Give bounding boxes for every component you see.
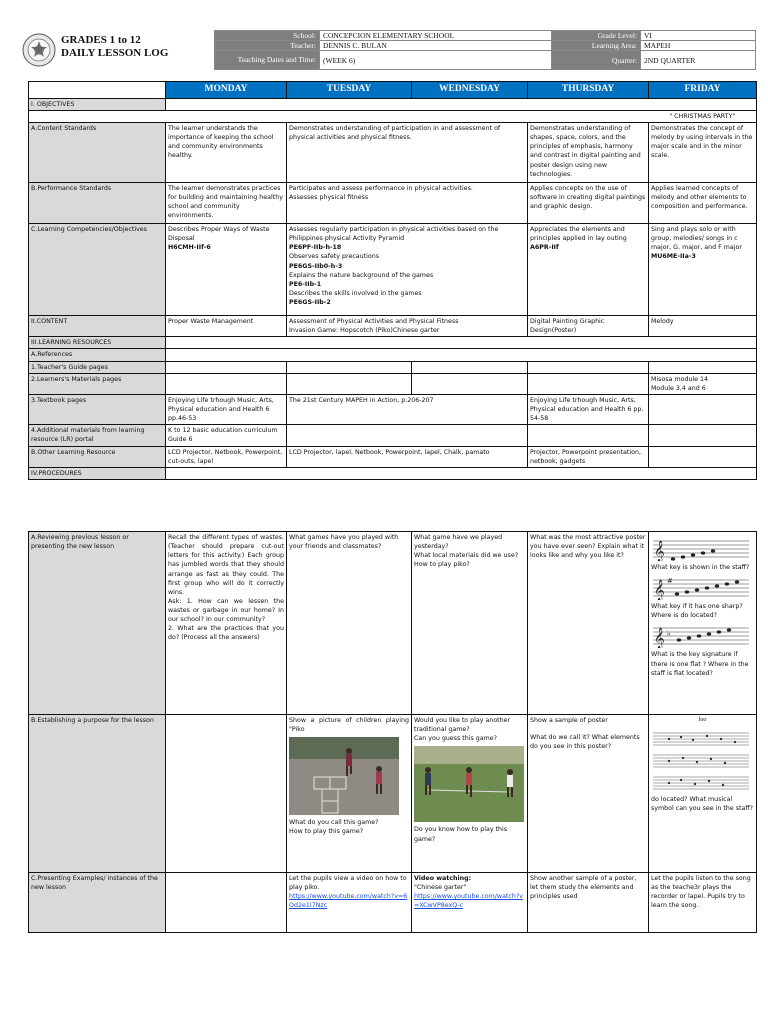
content-tw-2: Invasion Game: Hopscotch (Piko)Chinese garter (289, 327, 440, 335)
presenting-wed-head: Video watching: (414, 875, 472, 882)
reviewing-mon (166, 532, 287, 715)
reviewing-mon-text: Recall the different types of wastes. (Teacher should prepare cut-out letters for this activity.) Each group has jumbled words that they should arrange as fast as they could. The first group who will do it correctly wins. (168, 534, 284, 596)
competency-tw-3-code: PE6-IIb-1 (289, 280, 322, 288)
christmas-party-note: " CHRISTMAS PARTY" (649, 110, 757, 122)
textbook-thu: Enjoying Life trhough Music, Arts, Physical education and Health 6 pp. 54-58 (528, 394, 649, 424)
purpose-wed-1: Would you like to play another traditional game? (414, 717, 511, 734)
textbook-mon: Enjoying Life trhough Music, Arts, Physical education and Health 6 pp.46-53 (166, 394, 287, 424)
svg-text:𝄞: 𝄞 (654, 580, 665, 601)
content-standards-mon: The learner understands the importance of keeping the school and community environments healthy. (166, 123, 287, 183)
reviewing-fri-2: What key if it has one sharp? Where is do located? (651, 603, 743, 620)
purpose-tue-1: Show a picture of children playing "Piko (289, 717, 409, 734)
purpose-wed-3: Do you know how to play this game? (414, 826, 508, 843)
reviewing-fri-3: What is the key signature if there is one flat ? Where in the staff is flat located? (651, 651, 749, 677)
content-tue-wed (287, 316, 528, 337)
textbook-label: 3.Textbook pages (29, 394, 166, 424)
performance-standards-thu: Applies concepts on the use of software in creating digital paintings and graphic design. (528, 183, 649, 224)
content-mon: Proper Waste Management (166, 316, 287, 337)
teachers-guide-label: 1.Teacher's Guide pages (29, 361, 166, 373)
day-header-monday: MONDAY (166, 82, 287, 99)
content-tw-1: Assessment of Physical Activities and Physical Fitness (289, 318, 459, 326)
competencies-label: C.Learning Competencies/Objectives (29, 224, 166, 316)
title-grades: GRADES 1 to 12 (61, 34, 141, 46)
performance-standards-fri: Applies learned concepts of melody and other elements to composition and performance. (649, 183, 757, 224)
purpose-tue (287, 715, 412, 873)
school-value: CONCEPCION ELEMENTARY SCHOOL (320, 31, 552, 41)
reviewing-mon-ask: Ask: 1. How can we lessen the wastes or garbage in our home? In our school? In our community? (168, 597, 284, 624)
competency-fri-text: Sing and plays solo or with group, melodies/ songs in c major, G. major, and F major (651, 226, 742, 252)
competencies-fri (649, 224, 757, 316)
additional-materials-label: 4.Additional materials from learning resource (LR) portal (29, 425, 166, 446)
purpose-wed-2: Can you guess this game? (414, 735, 497, 743)
svg-text:#: # (667, 577, 673, 586)
lesson-log-table-top (28, 81, 757, 480)
chinese-garter-photo-image (414, 746, 524, 822)
day-header-wednesday: WEDNESDAY (412, 82, 528, 99)
music-staff-f-major-icon (651, 622, 751, 648)
competencies-tue-wed (287, 224, 528, 316)
reviewing-tue: What games have you played with your friends and classmates? (287, 532, 412, 715)
objectives-blank (166, 98, 757, 110)
day-corner (29, 82, 166, 99)
presenting-tue (287, 873, 412, 933)
content-fri: Melody (649, 316, 757, 337)
additional-materials-mon: K to 12 basic education curriculum Guide 6 (166, 425, 287, 446)
purpose-tue-3: How to play this game? (289, 828, 364, 836)
content-standards-tue-wed: Demonstrates understanding of participation in and assessment of physical activities and physical fitness. (287, 123, 528, 183)
deped-seal-icon (22, 33, 56, 67)
dates-label: Teaching Dates and Time: (215, 51, 320, 70)
purpose-thu (528, 715, 649, 873)
reviewing-wed-2: What local materials did we use? (414, 552, 519, 560)
other-resource-mon: LCD Projector, Netbook, Powerpoint, cut-outs, lapel (166, 446, 287, 467)
competency-mon-text: Describes Proper Ways of Waste Disposal (168, 226, 270, 243)
music-staff-c-major-icon (651, 535, 751, 561)
video-link-chinese-garter[interactable]: https://www.youtube.com/watch?v=XCwVP8exQ-c (414, 893, 523, 910)
learning-area-label: Learning Area: (552, 41, 641, 51)
presenting-wed-1: "Chinese garter" (414, 884, 467, 892)
svg-text:♭: ♭ (667, 629, 671, 639)
lesson-log-table-procedures (28, 531, 757, 933)
competency-fri-code: MU6ME-IIa-3 (651, 253, 696, 261)
purpose-label: B.Establishing a purpose for the lesson (29, 715, 166, 873)
header-info-table (214, 30, 756, 70)
teacher-value: DENNIS C. BULAN (320, 41, 552, 51)
piko-photo-image (289, 737, 399, 815)
purpose-thu-2: What do we call it? What elements do you see in this poster? (530, 734, 640, 751)
learning-area-value: MAPEH (641, 41, 756, 51)
presenting-label: C.Presenting Examples/ instances of the new lesson (29, 873, 166, 933)
reviewing-wed-3: How to play piko? (414, 561, 470, 569)
competencies-thu (528, 224, 649, 316)
learning-resources-heading: III.LEARNING RESOURCES (29, 337, 166, 349)
reviewing-wed (412, 532, 528, 715)
content-standards-label: A.Content Standards (29, 123, 166, 183)
objectives-heading: I. OBJECTIVES (29, 98, 166, 110)
day-header-tuesday: TUESDAY (287, 82, 412, 99)
reviewing-label: A.Reviewing previous lesson or presenting the new lesson (29, 532, 166, 715)
title-dll: DAILY LESSON LOG (61, 47, 169, 59)
competency-tw-2: Observes safety precautions (289, 253, 379, 261)
presenting-fri: Let the pupils listen to the song as the teache3r plays the recorder or lapel. Pupils try to learn the song. (649, 873, 757, 933)
purpose-thu-1: Show a sample of poster (530, 717, 608, 724)
song-title: loo (698, 717, 707, 723)
content-standards-thu: Demonstrates understanding of shapes, space, colors, and the principles of emphasis, harmony and contrast in digital painting and poster design using new technologies. (528, 123, 649, 183)
reviewing-wed-1: What game have we played yesterday? (414, 534, 503, 551)
reviewing-mon-ask2: 2. What are the practices that you do? (Process all the answers) (168, 625, 284, 642)
grade-level-value: VI (641, 31, 756, 41)
other-resource-label: B.Other Learning Resource (29, 446, 166, 467)
other-resource-thu: Projector, Powerpoint presentation, netbook, gadgets (528, 446, 649, 467)
learners-materials-label: 2.Learners's Materials pages (29, 373, 166, 394)
teacher-label: Teacher: (215, 41, 320, 51)
lm-fri-line-2: Module 3,4 and 6 (651, 384, 706, 392)
purpose-tue-2: What do you call this game? (289, 819, 379, 827)
reviewing-fri (649, 532, 757, 715)
svg-text:𝄞: 𝄞 (654, 541, 665, 561)
purpose-fri (649, 715, 757, 873)
content-thu: Digital Painting Graphic Design(Poster) (528, 316, 649, 337)
reviewing-thu: What was the most attractive poster you have ever seen? Explain what it looks like and why you like it? (528, 532, 649, 715)
quarter-value: 2ND QUARTER (641, 51, 756, 70)
video-link-piko[interactable]: https://www.youtube.com/watch?v=6Od2e1I7Nzc (289, 893, 408, 910)
music-staff-g-major-icon (651, 574, 751, 600)
competency-tw-4: Describes the skills involved in the games (289, 289, 422, 297)
quarter-label: Quarter: (552, 51, 641, 70)
performance-standards-label: B.Performance Standards (29, 183, 166, 224)
content-standards-fri: Demonstrates the concept of melody by using intervals in the major scale and in the minor scale. (649, 123, 757, 183)
svg-text:𝄞: 𝄞 (654, 628, 665, 649)
grade-level-label: Grade Level: (552, 31, 641, 41)
references-label: A.References (29, 349, 166, 361)
performance-standards-mon: The learner demonstrates practices for building and maintaining healthy school and community environments. (166, 183, 287, 224)
reviewing-fri-1: What key is shown in the staff? (651, 564, 750, 571)
day-header-thursday: THURSDAY (528, 82, 649, 99)
performance-standards-tw-1: Participates and assess performance in physical activities. (289, 185, 473, 193)
performance-standards-tw-2: Assesses physical fitness (289, 194, 369, 202)
other-resource-tue-wed: LCD Projector, lapel, Netbook, Powerpoint, lapel, Chalk, pamato (287, 446, 528, 467)
performance-standards-tue-wed (287, 183, 528, 224)
presenting-tue-1: Let the pupils view a video on how to play piko. (289, 875, 407, 892)
content-label: II.CONTENT (29, 316, 166, 337)
competency-tw-1-code: PE6PF-IIb-h-18 (289, 244, 342, 252)
lm-fri-line-1: Misosa module 14 (651, 375, 709, 383)
competency-tw-2-code: PE6GS-IIb0-h-3 (289, 262, 343, 270)
presenting-thu: Show another sample of a poster, let them study the elements and principles used (528, 873, 649, 933)
competency-mon-code: H6CMH-IIf-6 (168, 244, 211, 252)
purpose-fri-1: do located? What musical symbol can you see in the staff? (651, 795, 754, 812)
competencies-mon (166, 224, 287, 316)
presenting-wed (412, 873, 528, 933)
day-header-friday: FRIDAY (649, 82, 757, 99)
competency-thu-text: Appreciates the elements and principles applied in lay outing (530, 226, 627, 243)
competency-tw-4-code: PE6GS-IIb-2 (289, 299, 331, 307)
competency-tw-3: Explains the nature background of the games (289, 271, 434, 279)
competency-thu-code: A6PR-IIf (530, 244, 559, 252)
school-label: School: (215, 31, 320, 41)
learners-materials-fri (649, 373, 757, 394)
competency-tw-1: Assesses regularly participation in physical activities based on the Philippines physical Activity Pyramid (289, 226, 499, 243)
procedures-heading: IV.PROCEDURES (29, 467, 166, 479)
purpose-wed (412, 715, 528, 873)
textbook-tue-wed: The 21st Century MAPEH in Action, p.206-207 (287, 394, 528, 424)
dates-value: (WEEK 6) (320, 51, 552, 70)
song-sheet-music-icon (651, 727, 751, 793)
